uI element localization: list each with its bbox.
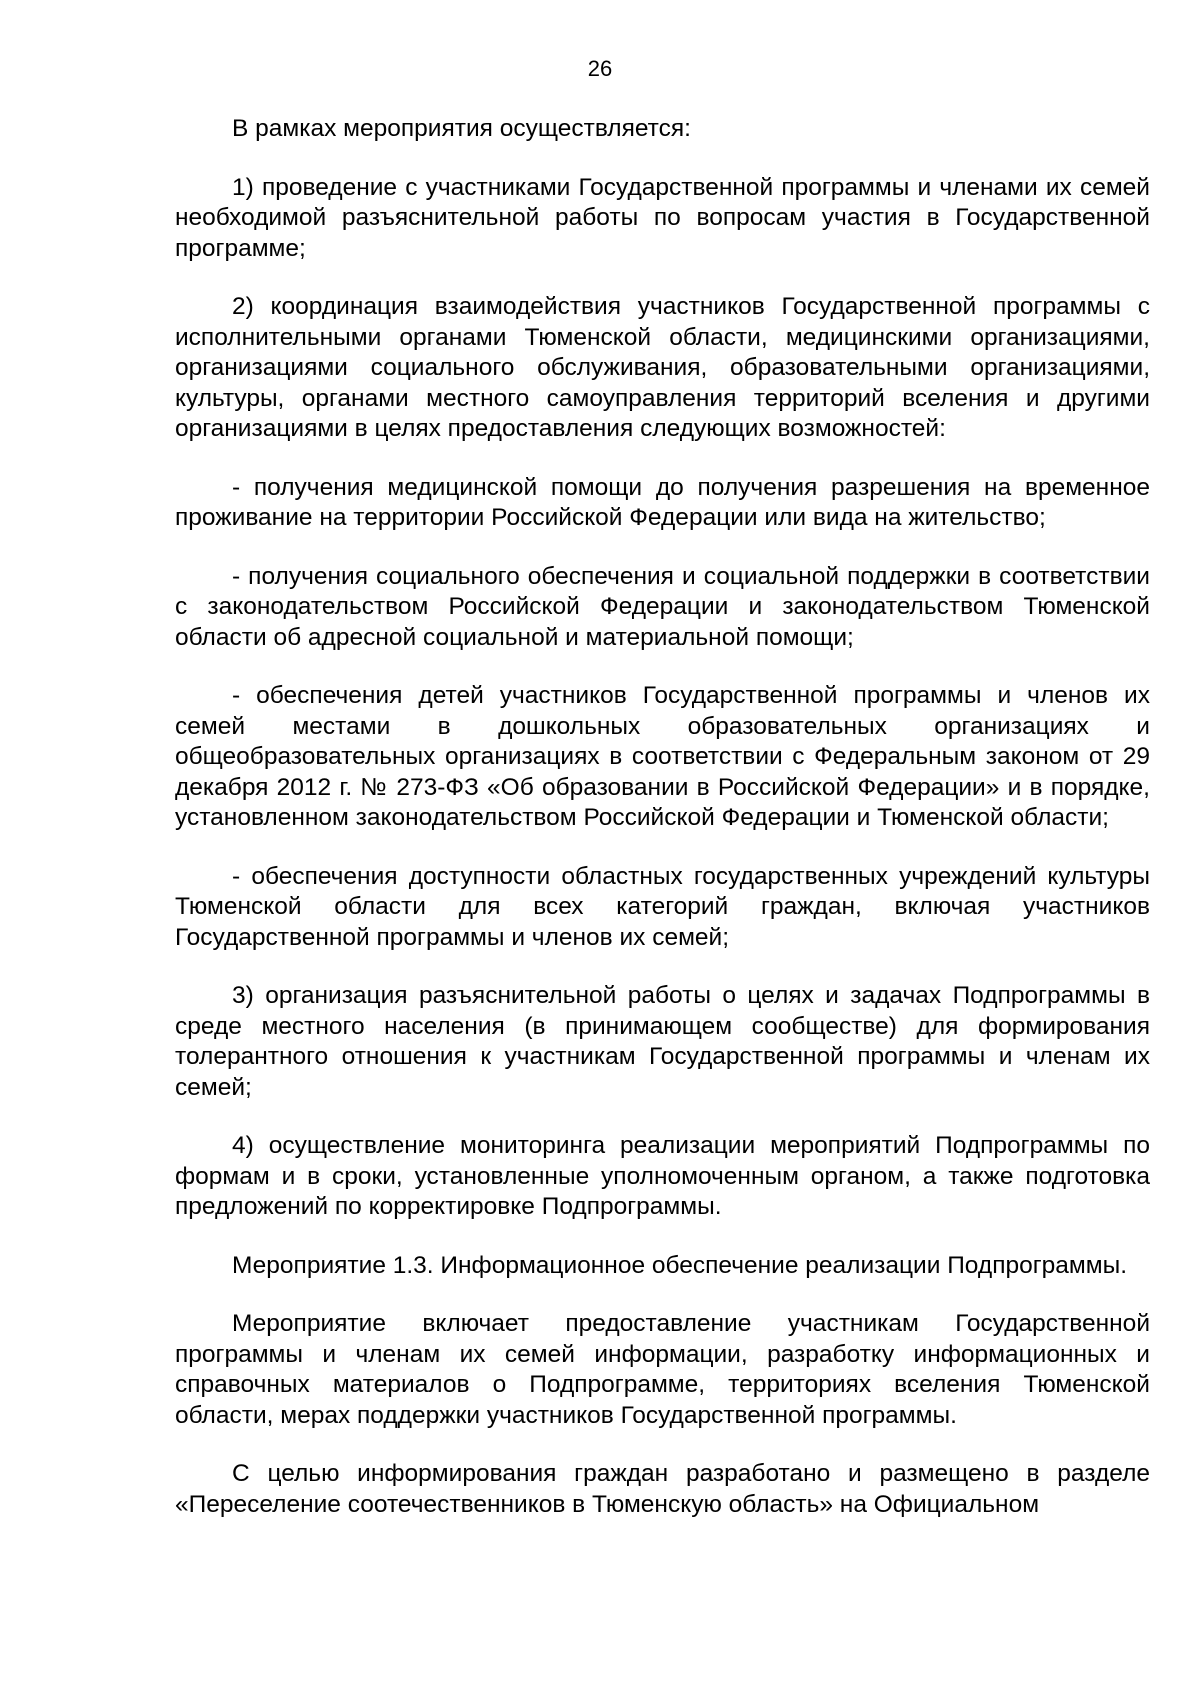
- paragraph-measure-description: Мероприятие включает предоставление участникам Государственной программы и членам их семей информации, разработку информационных и справочных материалов о Подпрограмме, территориях вселения Тюменской области, мерах поддержки участников Государственной программы.: [175, 1310, 1150, 1429]
- paragraph-informing: С целью информирования граждан разработано и размещено в разделе «Переселение соотечественников в Тюменскую область» на Официальном: [175, 1460, 1150, 1518]
- paragraph-bullet-education: - обеспечения детей участников Государственной программы и членов их семей местами в дошкольных образовательных организациях и общеобразовательных организациях в соответствии с Федеральным законом от 29 декабря 2012 г. № 273-ФЗ «Об образовании в Российской Федерации» и в порядке, установленном законодательством Российской Федерации и Тюменской области;: [175, 682, 1150, 831]
- paragraph-item-1: 1) проведение с участниками Государственной программы и членами их семей необходимой разъяснительной работы по вопросам участия в Государственной программе;: [175, 173, 1150, 262]
- page-number: 26: [587, 56, 613, 81]
- paragraph-bullet-social: - получения социального обеспечения и социальной поддержки в соответствии с законодательством Российской Федерации и законодательством Тюменской области об адресной социальной и материальной помощи;: [175, 562, 1150, 651]
- document-body: [175, 114, 1150, 1548]
- paragraph-item-3: 3) организация разъяснительной работы о целях и задачах Подпрограммы в среде местного населения (в принимающем сообществе) для формирования толерантного отношения к участникам Государственной программы и членам их семей;: [175, 982, 1150, 1101]
- paragraph-item-2: 2) координация взаимодействия участников Государственной программы с исполнительными органами Тюменской области, медицинскими организациями, организациями социального обслуживания, образовательными организациями, культуры, органами местного самоуправления территорий вселения и другими организациями в целях предоставления следующих возможностей:: [175, 293, 1150, 442]
- paragraph-intro: В рамках мероприятия осуществляется:: [232, 115, 691, 142]
- paragraph-item-4: 4) осуществление мониторинга реализации мероприятий Подпрограммы по формам и в сроки, установленные уполномоченным органом, а также подготовка предложений по корректировке Подпрограммы.: [175, 1132, 1150, 1220]
- paragraph-bullet-medical: - получения медицинской помощи до получения разрешения на временное проживание на территории Российской Федерации или вида на жительство;: [175, 473, 1150, 531]
- paragraph-measure-1-3: Мероприятие 1.3. Информационное обеспечение реализации Подпрограммы.: [232, 1251, 1128, 1279]
- paragraph-bullet-culture: - обеспечения доступности областных государственных учреждений культуры Тюменской области для всех категорий граждан, включая участников Государственной программы и членов их семей;: [175, 862, 1150, 951]
